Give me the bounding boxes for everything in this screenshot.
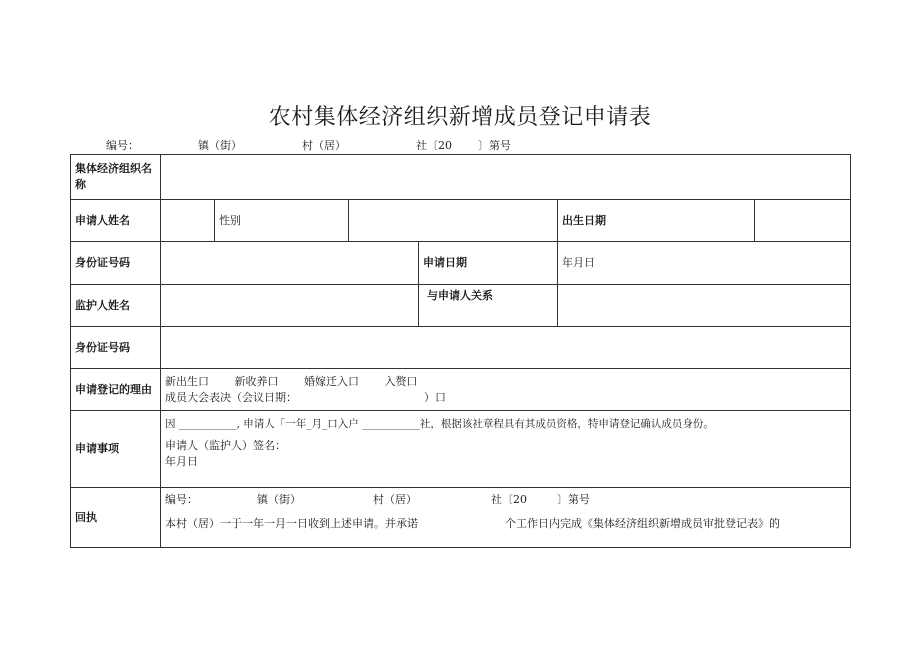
matter-label: 申请事项	[71, 411, 161, 488]
header-society: 社〔20	[416, 139, 452, 152]
header-town: 镇（街）	[198, 139, 242, 152]
id-number-value[interactable]	[161, 242, 419, 285]
gender-label: 性别	[215, 200, 349, 242]
receipt-text-b: 个工作日内完成《集体经济组织新增成员审批登记表》的	[505, 517, 780, 530]
id-number-label: 身份证号码	[71, 242, 161, 285]
receipt-society: 社〔20	[491, 493, 527, 506]
matter-date: 年月日	[165, 455, 198, 468]
relation-value[interactable]	[558, 285, 851, 327]
reason-option-adoption[interactable]: 新收养口	[234, 374, 279, 388]
guardian-name-value[interactable]	[161, 285, 419, 327]
receipt-number: 〕第号	[557, 493, 590, 506]
guardian-id-label: 身份证号码	[71, 327, 161, 369]
applicant-name-value[interactable]	[161, 200, 215, 242]
reason-cell	[161, 369, 851, 411]
relation-label: 与申请人关系	[419, 285, 558, 327]
matter-text: 因 ___________, 申请人「一年_月_口入户 ___________社，根据该社章程具有其成员资格，特申请登记确认成员身份。	[165, 418, 714, 430]
row-id	[71, 242, 851, 285]
header-serial-label: 编号：	[106, 139, 139, 152]
row-guardian-id	[71, 327, 851, 369]
row-applicant	[71, 200, 851, 242]
apply-date-value[interactable]: 年月日	[558, 242, 851, 285]
birth-date-label: 出生日期	[558, 200, 755, 242]
receipt-serial: 编号：	[165, 493, 198, 506]
receipt-cell	[161, 488, 851, 548]
receipt-village: 村（居）	[373, 493, 417, 506]
registration-form-table	[70, 154, 851, 548]
birth-date-value[interactable]	[755, 200, 851, 242]
header-number: 〕第号	[478, 139, 511, 152]
receipt-label: 回执	[71, 488, 161, 548]
reason-vote-text: 成员大会表决（会议日期：	[165, 390, 297, 404]
apply-date-label: 申请日期	[419, 242, 558, 285]
receipt-town: 镇（街）	[257, 493, 301, 506]
row-reason	[71, 369, 851, 411]
reason-label: 申请登记的理由	[71, 369, 161, 411]
receipt-header	[165, 492, 846, 510]
guardian-id-value[interactable]	[161, 327, 851, 369]
page-title: 农村集体经济组织新增成员登记申请表	[268, 105, 652, 130]
reason-vote-end[interactable]: ）口	[424, 390, 446, 404]
reason-option-uxorilocal[interactable]: 入赘口	[384, 374, 418, 388]
reason-option-birth[interactable]: 新出生口	[165, 374, 209, 388]
matter-cell	[161, 411, 851, 488]
row-org-name	[71, 155, 851, 200]
matter-sign: 申请人（监护人）签名：	[165, 439, 286, 452]
reason-options	[165, 374, 846, 390]
gender-value[interactable]	[349, 200, 558, 242]
applicant-name-label: 申请人姓名	[71, 200, 161, 242]
row-receipt	[71, 488, 851, 548]
receipt-text-a: 本村（居）一于一年一月一日收到上述申请。并承诺	[165, 517, 418, 530]
org-name-value[interactable]	[161, 155, 851, 200]
org-name-label: 集体经济组织名称	[71, 155, 161, 200]
guardian-name-label: 监护人姓名	[71, 285, 161, 327]
row-guardian	[71, 285, 851, 327]
reason-vote-line	[165, 390, 846, 406]
receipt-text	[165, 516, 846, 534]
row-matter	[71, 411, 851, 488]
header-village: 村（居）	[302, 139, 346, 152]
reason-option-marriage[interactable]: 婚嫁迁入口	[304, 374, 359, 388]
